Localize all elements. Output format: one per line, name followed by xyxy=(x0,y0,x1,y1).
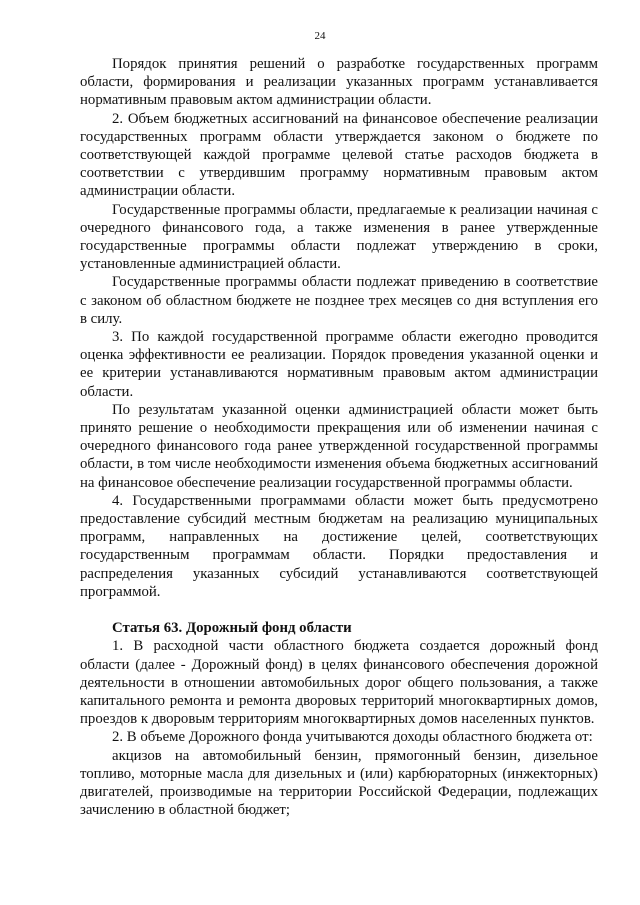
paragraph-efficiency-evaluation: 3. По каждой государственной программе области ежегодно проводится оценка эффективности ее реализации. Порядок проведения указанной оценки и ее критерии устанавливаются нормативным правовым актом администрации области. xyxy=(80,329,598,400)
paragraph-municipal-subsidies: 4. Государственными программами области может быть предусмотрено предоставление субсидий местным бюджетам на реализацию муниципальных программ, направленных на достижение целей, соответствующих государственным программам области. Порядки предоставления и распределения указанных субсидий устанавливаются соответствующей программой. xyxy=(80,492,598,600)
paragraph-program-adoption-procedure: Порядок принятия решений о разработке государственных программ области, формирования и реализации указанных программ устанавливается нормативным правовым актом администрации области. xyxy=(80,56,598,109)
page-number: 24 xyxy=(314,30,326,42)
article-paragraph-excise-taxes: акцизов на автомобильный бензин, прямогонный бензин, дизельное топливо, моторные масла для дизельных и (или) карбюраторных (инжекторных) двигателей, производимые на территории Российской Федерации, подлежащих зачислению в областной бюджет; xyxy=(80,747,598,819)
article-paragraph-road-fund-revenues: 2. В объеме Дорожного фонда учитываются доходы областного бюджета от: xyxy=(112,729,593,746)
article-paragraph-road-fund-creation: 1. В расходной части областного бюджета создается дорожный фонд области (далее - Дорожный фонд) в целях финансового обеспечения дорожной деятельности в отношении автомобильных дорог общего пользования, а также капитального ремонта и ремонта дворовых территорий многоквартирных домов, проездов к дворовым территориям многоквартирных домов населенных пунктов. xyxy=(80,638,598,728)
paragraph-evaluation-results: По результатам указанной оценки администрацией области может быть принято решение о необходимости прекращения или об изменении начиная с очередного финансового года ранее утвержденной государственной программы области, в том числе необходимости изменения объема бюджетных ассигнований на финансовое обеспечение реализации государственной программы области. xyxy=(80,401,598,491)
paragraph-program-alignment: Государственные программы области подлежат приведению в соответствие с законом об областном бюджете не позднее трех месяцев со дня вступления его в силу. xyxy=(80,274,598,327)
paragraph-program-approval: Государственные программы области, предлагаемые к реализации начиная с очередного финансового года, а также изменения в ранее утвержденные государственные программы области подлежат утверждению в сроки, установленные администрацией области. xyxy=(80,201,598,273)
paragraph-budget-allocations: 2. Объем бюджетных ассигнований на финансовое обеспечение реализации государственных программ области утверждается законом о бюджете по соответствующей каждой программе целевой статье расходов бюджета в соответствии с утвердившим программу нормативным правовым актом администрации области. xyxy=(80,110,598,200)
document-body xyxy=(80,55,598,819)
article-heading: Статья 63. Дорожный фонд области xyxy=(112,620,352,637)
